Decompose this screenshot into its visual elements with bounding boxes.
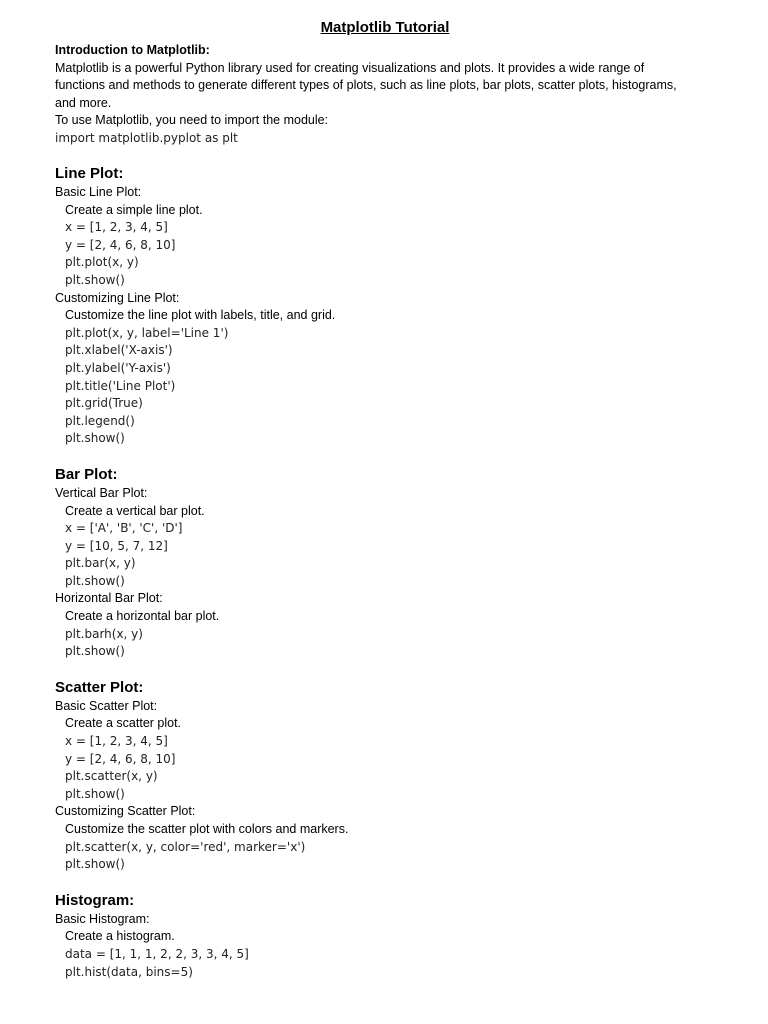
code-line: plt.show() — [65, 272, 125, 287]
subsection-description: Create a vertical bar plot. — [65, 503, 205, 518]
code-line: plt.grid(True) — [65, 396, 143, 411]
subsection-description: Customize the line plot with labels, title, and grid. — [65, 308, 336, 323]
sections-container — [55, 164, 715, 981]
code-line: data = [1, 1, 1, 2, 2, 3, 3, 4, 5] — [65, 946, 249, 961]
code-line: plt.legend() — [65, 413, 135, 428]
subsection-description: Customize the scatter plot with colors and markers. — [65, 822, 349, 836]
code-line: plt.title('Line Plot') — [65, 378, 176, 393]
section-heading: Histogram: — [55, 891, 135, 909]
code-line: y = [2, 4, 6, 8, 10] — [65, 237, 176, 252]
code-line: plt.barh(x, y) — [65, 626, 143, 641]
subsection-description: Create a scatter plot. — [65, 716, 182, 731]
section — [55, 678, 715, 874]
document-page — [55, 18, 715, 981]
code-line: y = [10, 5, 7, 12] — [65, 538, 168, 553]
code-line: plt.show() — [65, 431, 125, 446]
subsection-description: Create a horizontal bar plot. — [65, 609, 220, 624]
section-heading: Line Plot: — [55, 165, 124, 182]
subsection-title: Customizing Line Plot: — [55, 290, 180, 305]
subsection-title: Customizing Scatter Plot: — [55, 804, 196, 819]
code-line: plt.bar(x, y) — [65, 556, 136, 571]
code-line: x = ['A', 'B', 'C', 'D'] — [65, 521, 183, 536]
section — [55, 164, 715, 448]
document-title: Matplotlib Tutorial — [320, 19, 450, 36]
import-code: import matplotlib.pyplot as plt — [55, 130, 238, 145]
code-line: plt.show() — [65, 573, 125, 588]
section-heading: Scatter Plot: — [55, 678, 144, 696]
intro-paragraph-line: functions and methods to generate different types of plots, such as line plots, bar plots, scatter plots, histograms, — [55, 78, 677, 92]
subsection-title: Basic Scatter Plot: — [55, 698, 158, 713]
code-line: x = [1, 2, 3, 4, 5] — [65, 734, 168, 749]
subsection-title: Vertical Bar Plot: — [55, 485, 148, 500]
code-line: y = [2, 4, 6, 8, 10] — [65, 751, 176, 766]
subsection-title: Basic Line Plot: — [55, 185, 142, 199]
code-line: plt.plot(x, y) — [65, 255, 139, 270]
subsection-title: Horizontal Bar Plot: — [55, 591, 163, 606]
intro-paragraph-line: Matplotlib is a powerful Python library used for creating visualizations and plots. It provides a wide range of — [55, 60, 645, 75]
section — [55, 465, 715, 661]
code-line: plt.ylabel('Y-axis') — [65, 360, 171, 375]
code-line: plt.show() — [65, 644, 125, 659]
subsection-description: Create a histogram. — [65, 929, 175, 944]
section — [55, 891, 715, 981]
code-line: x = [1, 2, 3, 4, 5] — [65, 220, 168, 235]
subsection-title: Basic Histogram: — [55, 911, 150, 926]
section-heading: Bar Plot: — [55, 465, 118, 483]
code-line: plt.scatter(x, y, color='red', marker='x') — [65, 839, 306, 854]
intro-block — [55, 42, 715, 147]
code-line: plt.show() — [65, 857, 125, 872]
intro-heading: Introduction to Matplotlib: — [55, 43, 210, 57]
intro-paragraph-line: and more. — [55, 95, 112, 110]
subsection-description: Create a simple line plot. — [65, 202, 203, 217]
code-line: plt.scatter(x, y) — [65, 769, 158, 784]
import-note: To use Matplotlib, you need to import the module: — [55, 113, 329, 127]
code-line: plt.plot(x, y, label='Line 1') — [65, 325, 229, 340]
code-line: plt.show() — [65, 786, 125, 801]
code-line: plt.xlabel('X-axis') — [65, 343, 173, 358]
code-line: plt.hist(data, bins=5) — [65, 964, 193, 979]
